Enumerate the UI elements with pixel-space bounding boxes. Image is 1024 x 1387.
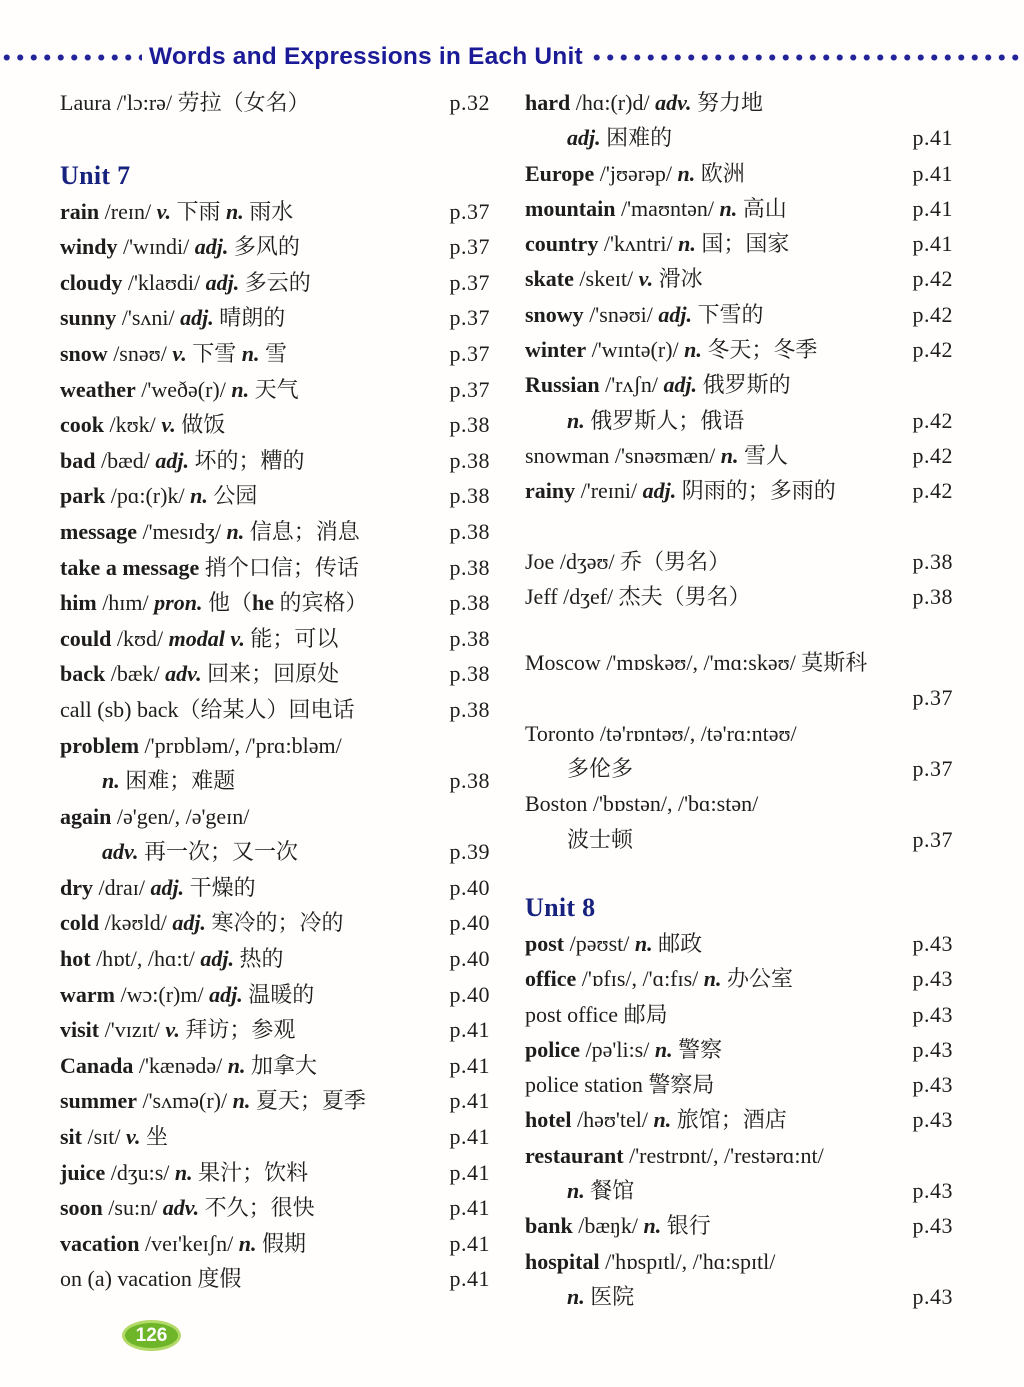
page-ref: p.43 <box>903 926 953 1387</box>
vocab-text: country /'kʌntri/ n. 国；国家 <box>525 231 790 257</box>
vocab-line <box>60 905 490 941</box>
vocab-line <box>60 229 490 265</box>
vocab-line <box>60 478 490 514</box>
vocab-text: adj. 困难的 <box>567 125 673 151</box>
page-ref: p.38 <box>440 763 490 1387</box>
column-gap <box>525 857 953 890</box>
vocab-line <box>60 585 490 621</box>
vocab-line <box>525 716 953 751</box>
column-gap <box>525 614 953 645</box>
vocab-line <box>525 786 953 821</box>
vocab-text: winter /'wɪntə(r)/ n. 冬天；冬季 <box>525 337 818 363</box>
vocab-line <box>60 977 490 1013</box>
vocab-text: post office 邮局 <box>525 1001 668 1027</box>
vocab-line <box>60 407 490 443</box>
vocab-text: Europe /'jʊərəp/ n. 欧洲 <box>525 160 745 186</box>
vocab-text: message /'mesɪdʒ/ n. 信息；消息 <box>60 518 360 544</box>
vocab-text: dry /draɪ/ adj. 干燥的 <box>60 874 256 900</box>
vocab-line <box>525 751 953 786</box>
vocab-line <box>60 194 490 230</box>
page-ref: p.43 <box>903 1279 953 1387</box>
vocab-line <box>60 336 490 372</box>
vocab-text: 波士顿 <box>567 826 634 852</box>
vocab-text: hotel /həʊ'tel/ n. 旅馆；酒店 <box>525 1107 787 1133</box>
page-ref: p.37 <box>440 265 490 1387</box>
vocab-text: back /bæk/ adv. 回来；回原处 <box>60 661 340 687</box>
page-ref: p.38 <box>440 478 490 1387</box>
vocab-text: office /'ɒfɪs/, /'ɑ:fɪs/ n. 办公室 <box>525 966 794 992</box>
vocab-line <box>525 438 953 473</box>
column-gap <box>60 121 490 157</box>
vocab-line <box>525 297 953 332</box>
vocab-text: snowman /'snəʊmæn/ n. 雪人 <box>525 442 788 468</box>
page-ref: p.43 <box>903 1208 953 1387</box>
vocab-text: sit /sɪt/ v. 坐 <box>60 1124 168 1150</box>
page-ref: p.37 <box>440 194 490 1387</box>
vocab-text: n. 俄罗斯人；俄语 <box>567 407 745 433</box>
vocab-text: skate /skeɪt/ v. 滑冰 <box>525 266 703 292</box>
vocab-text: bad /bæd/ adj. 坏的；糟的 <box>60 447 305 473</box>
vocab-line <box>60 300 490 336</box>
page-ref: p.42 <box>903 473 953 1387</box>
vocab-line <box>60 621 490 657</box>
page-ref: p.38 <box>440 585 490 1387</box>
page-ref: p.41 <box>440 1190 490 1387</box>
vocab-line <box>525 120 953 155</box>
vocab-line <box>525 1208 953 1243</box>
vocab-line <box>525 156 953 191</box>
vocab-text: Canada /'kænədə/ n. 加拿大 <box>60 1052 318 1078</box>
vocab-text: rain /reɪn/ v. 下雨 n. 雨水 <box>60 198 294 224</box>
page-ref: p.37 <box>903 751 953 1387</box>
page-ref: p.40 <box>440 977 490 1387</box>
vocab-line <box>60 728 490 764</box>
vocab-line <box>60 1261 490 1297</box>
page-ref: p.41 <box>440 1155 490 1387</box>
vocab-line <box>525 85 953 120</box>
vocab-text: warm /wɔ:(r)m/ adj. 温暖的 <box>60 981 315 1007</box>
page-ref: p.38 <box>903 544 953 1387</box>
page-ref: p.38 <box>903 579 953 1387</box>
page-ref: p.43 <box>903 1173 953 1387</box>
vocab-line <box>525 332 953 367</box>
vocab-text: hot /hɒt/, /hɑ:t/ adj. 热的 <box>60 946 284 972</box>
vocab-line <box>525 473 953 508</box>
vocab-text: cloudy /'klaʊdi/ adj. 多云的 <box>60 269 311 295</box>
vocab-line <box>525 1279 953 1314</box>
vocab-text: restaurant /'restrɒnt/, /'restərɑ:nt/ <box>525 1142 824 1168</box>
vocab-line <box>525 1244 953 1279</box>
page-ref: p.38 <box>440 550 490 1387</box>
vocab-text: hospital /'hɒspɪtl/, /'hɑ:spɪtl/ <box>525 1248 776 1274</box>
vocab-text: Joe /dʒəʊ/ 乔（男名） <box>525 548 731 574</box>
vocab-text: park /pɑ:(r)k/ n. 公园 <box>60 483 258 509</box>
vocab-text: adv. 再一次；又一次 <box>102 839 298 865</box>
vocab-text: snow /snəʊ/ v. 下雪 n. 雪 <box>60 340 288 366</box>
page-header <box>0 41 1024 73</box>
vocab-line <box>525 997 953 1032</box>
vocab-text: Jeff /dʒef/ 杰夫（男名） <box>525 583 751 609</box>
page-ref: p.43 <box>903 961 953 1387</box>
vocab-text: snowy /'snəʊi/ adj. 下雪的 <box>525 301 764 327</box>
vocab-text: cold /kəʊld/ adj. 寒冷的；冷的 <box>60 910 344 936</box>
column-gap <box>525 509 953 544</box>
vocab-text: vacation /veɪ'keɪʃn/ n. 假期 <box>60 1230 306 1256</box>
vocab-line <box>525 1102 953 1137</box>
vocab-text: Toronto /tə'rɒntəʊ/, /tə'rɑ:ntəʊ/ <box>525 720 797 746</box>
vocab-text: juice /dʒu:s/ n. 果汁；饮料 <box>60 1159 309 1185</box>
vocab-line <box>525 579 953 614</box>
page-ref: p.42 <box>903 261 953 1387</box>
vocab-text: police station 警察局 <box>525 1072 715 1098</box>
vocab-line <box>60 692 490 728</box>
vocab-text: weather /'weðə(r)/ n. 天气 <box>60 376 299 402</box>
dotted-rule-left <box>0 53 142 62</box>
page-ref: p.42 <box>903 438 953 1387</box>
page-ref: p.38 <box>440 656 490 1387</box>
page-ref: p.41 <box>440 1012 490 1387</box>
page-ref: p.38 <box>440 692 490 1387</box>
vocab-line <box>60 265 490 301</box>
vocab-column-right <box>525 85 953 1314</box>
vocab-text: on (a) vacation 度假 <box>60 1266 242 1292</box>
page-ref: p.42 <box>903 332 953 1387</box>
vocab-text: him /hɪm/ pron. 他（he 的宾格） <box>60 590 368 616</box>
vocab-line <box>525 926 953 961</box>
vocab-line <box>60 1119 490 1155</box>
vocab-line <box>60 763 490 799</box>
vocab-line <box>525 191 953 226</box>
vocab-text: summer /'sʌmə(r)/ n. 夏天；夏季 <box>60 1088 366 1114</box>
vocab-line <box>60 870 490 906</box>
vocab-text: take a message 捎个口信；传话 <box>60 554 359 580</box>
vocab-text: bank /bæŋk/ n. 银行 <box>525 1213 711 1239</box>
vocab-line <box>525 261 953 296</box>
vocab-line <box>525 645 953 680</box>
page-ref: p.41 <box>903 191 953 1387</box>
vocab-line <box>525 1032 953 1067</box>
vocab-line <box>525 680 953 715</box>
vocab-text: windy /'wɪndi/ adj. 多风的 <box>60 234 300 260</box>
vocab-column-left <box>60 85 490 1314</box>
vocab-text: call (sb) back（给某人）回电话 <box>60 696 355 722</box>
vocab-text: cook /kʊk/ v. 做饭 <box>60 412 226 438</box>
vocab-line <box>525 961 953 996</box>
vocab-line <box>525 403 953 438</box>
dotted-rule-right <box>590 53 1024 62</box>
unit-heading: Unit 7 <box>60 160 131 190</box>
page-ref: p.38 <box>440 443 490 1387</box>
page-title: Words and Expressions in Each Unit <box>149 43 583 70</box>
vocab-text: n. 困难；难题 <box>102 768 236 794</box>
vocab-line <box>60 1190 490 1226</box>
page-ref: p.43 <box>903 1102 953 1387</box>
page-number: 126 <box>135 1324 168 1346</box>
page-ref: p.37 <box>440 300 490 1387</box>
page-ref: p.40 <box>440 905 490 1387</box>
page-ref: p.41 <box>440 1226 490 1387</box>
page-ref: p.38 <box>440 514 490 1387</box>
vocab-line <box>60 656 490 692</box>
vocab-text: Boston /'bɒstən/, /'bɑ:stən/ <box>525 791 759 817</box>
vocab-text <box>525 680 903 715</box>
vocab-line <box>60 372 490 408</box>
page-number-badge <box>122 1320 181 1351</box>
page-ref: p.41 <box>440 1261 490 1387</box>
vocab-line <box>525 1138 953 1173</box>
page-ref: p.40 <box>440 941 490 1387</box>
vocab-line <box>525 1173 953 1208</box>
vocab-text: visit /'vɪzɪt/ v. 拜访；参观 <box>60 1017 296 1043</box>
page-ref: p.41 <box>440 1119 490 1387</box>
vocab-line <box>60 1048 490 1084</box>
vocab-text: n. 餐馆 <box>567 1178 635 1204</box>
vocab-line <box>60 1226 490 1262</box>
vocab-line <box>60 799 490 835</box>
page-ref: p.42 <box>903 297 953 1387</box>
page-ref: p.32 <box>440 85 490 1387</box>
vocab-text: mountain /'maʊntən/ n. 高山 <box>525 195 787 221</box>
page-ref: p.41 <box>903 156 953 1387</box>
page-ref: p.37 <box>903 822 953 1387</box>
vocab-line <box>525 1067 953 1102</box>
page-ref: p.37 <box>440 229 490 1387</box>
vocab-line <box>60 834 490 870</box>
vocab-line <box>525 367 953 402</box>
page-ref: p.40 <box>440 870 490 1387</box>
vocab-text: again /ə'gen/, /ə'geɪn/ <box>60 803 250 829</box>
vocab-line <box>60 1012 490 1048</box>
vocab-text: soon /su:n/ adv. 不久；很快 <box>60 1195 315 1221</box>
vocab-text: sunny /'sʌni/ adj. 晴朗的 <box>60 305 286 331</box>
page-ref: p.38 <box>440 407 490 1387</box>
page-ref: p.38 <box>440 621 490 1387</box>
vocab-text: post /pəʊst/ n. 邮政 <box>525 930 703 956</box>
vocab-line <box>60 85 490 121</box>
vocab-line <box>60 514 490 550</box>
page-ref: p.37 <box>440 372 490 1387</box>
vocab-line <box>60 1083 490 1119</box>
vocab-text: Russian /'rʌʃn/ adj. 俄罗斯的 <box>525 372 791 398</box>
vocab-line <box>60 550 490 586</box>
vocab-line <box>60 443 490 479</box>
page-ref: p.41 <box>903 120 953 1387</box>
page-ref: p.37 <box>903 680 953 1387</box>
page-ref: p.42 <box>903 403 953 1387</box>
vocab-text: 多伦多 <box>567 756 634 782</box>
page-ref: p.43 <box>903 1032 953 1387</box>
page-ref: p.43 <box>903 997 953 1387</box>
page-ref: p.43 <box>903 1067 953 1387</box>
vocab-columns <box>60 85 953 1314</box>
vocab-line <box>60 941 490 977</box>
vocab-text: police /pə'li:s/ n. 警察 <box>525 1036 723 1062</box>
vocab-line <box>60 1155 490 1191</box>
vocab-text: problem /'prɒbləm/, /'prɑ:bləm/ <box>60 732 342 758</box>
page-ref: p.41 <box>440 1083 490 1387</box>
vocab-text: hard /hɑ:(r)d/ adv. 努力地 <box>525 90 764 115</box>
vocab-line <box>525 544 953 579</box>
page-ref: p.41 <box>440 1048 490 1387</box>
vocab-text: could /kʊd/ modal v. 能；可以 <box>60 625 339 651</box>
vocab-text: Moscow /'mɒskəʊ/, /'mɑ:skəʊ/ 莫斯科 <box>525 650 868 676</box>
vocab-text: n. 医院 <box>567 1283 635 1309</box>
vocab-text: Laura /'lɔ:rə/ 劳拉（女名） <box>60 90 310 115</box>
page-ref: p.39 <box>440 834 490 1387</box>
vocab-text: rainy /'reɪni/ adj. 阴雨的；多雨的 <box>525 478 836 504</box>
page-ref: p.41 <box>903 226 953 1387</box>
vocab-line <box>525 226 953 261</box>
vocab-line <box>525 822 953 857</box>
unit-heading: Unit 8 <box>525 892 596 922</box>
page-ref: p.37 <box>440 336 490 1387</box>
